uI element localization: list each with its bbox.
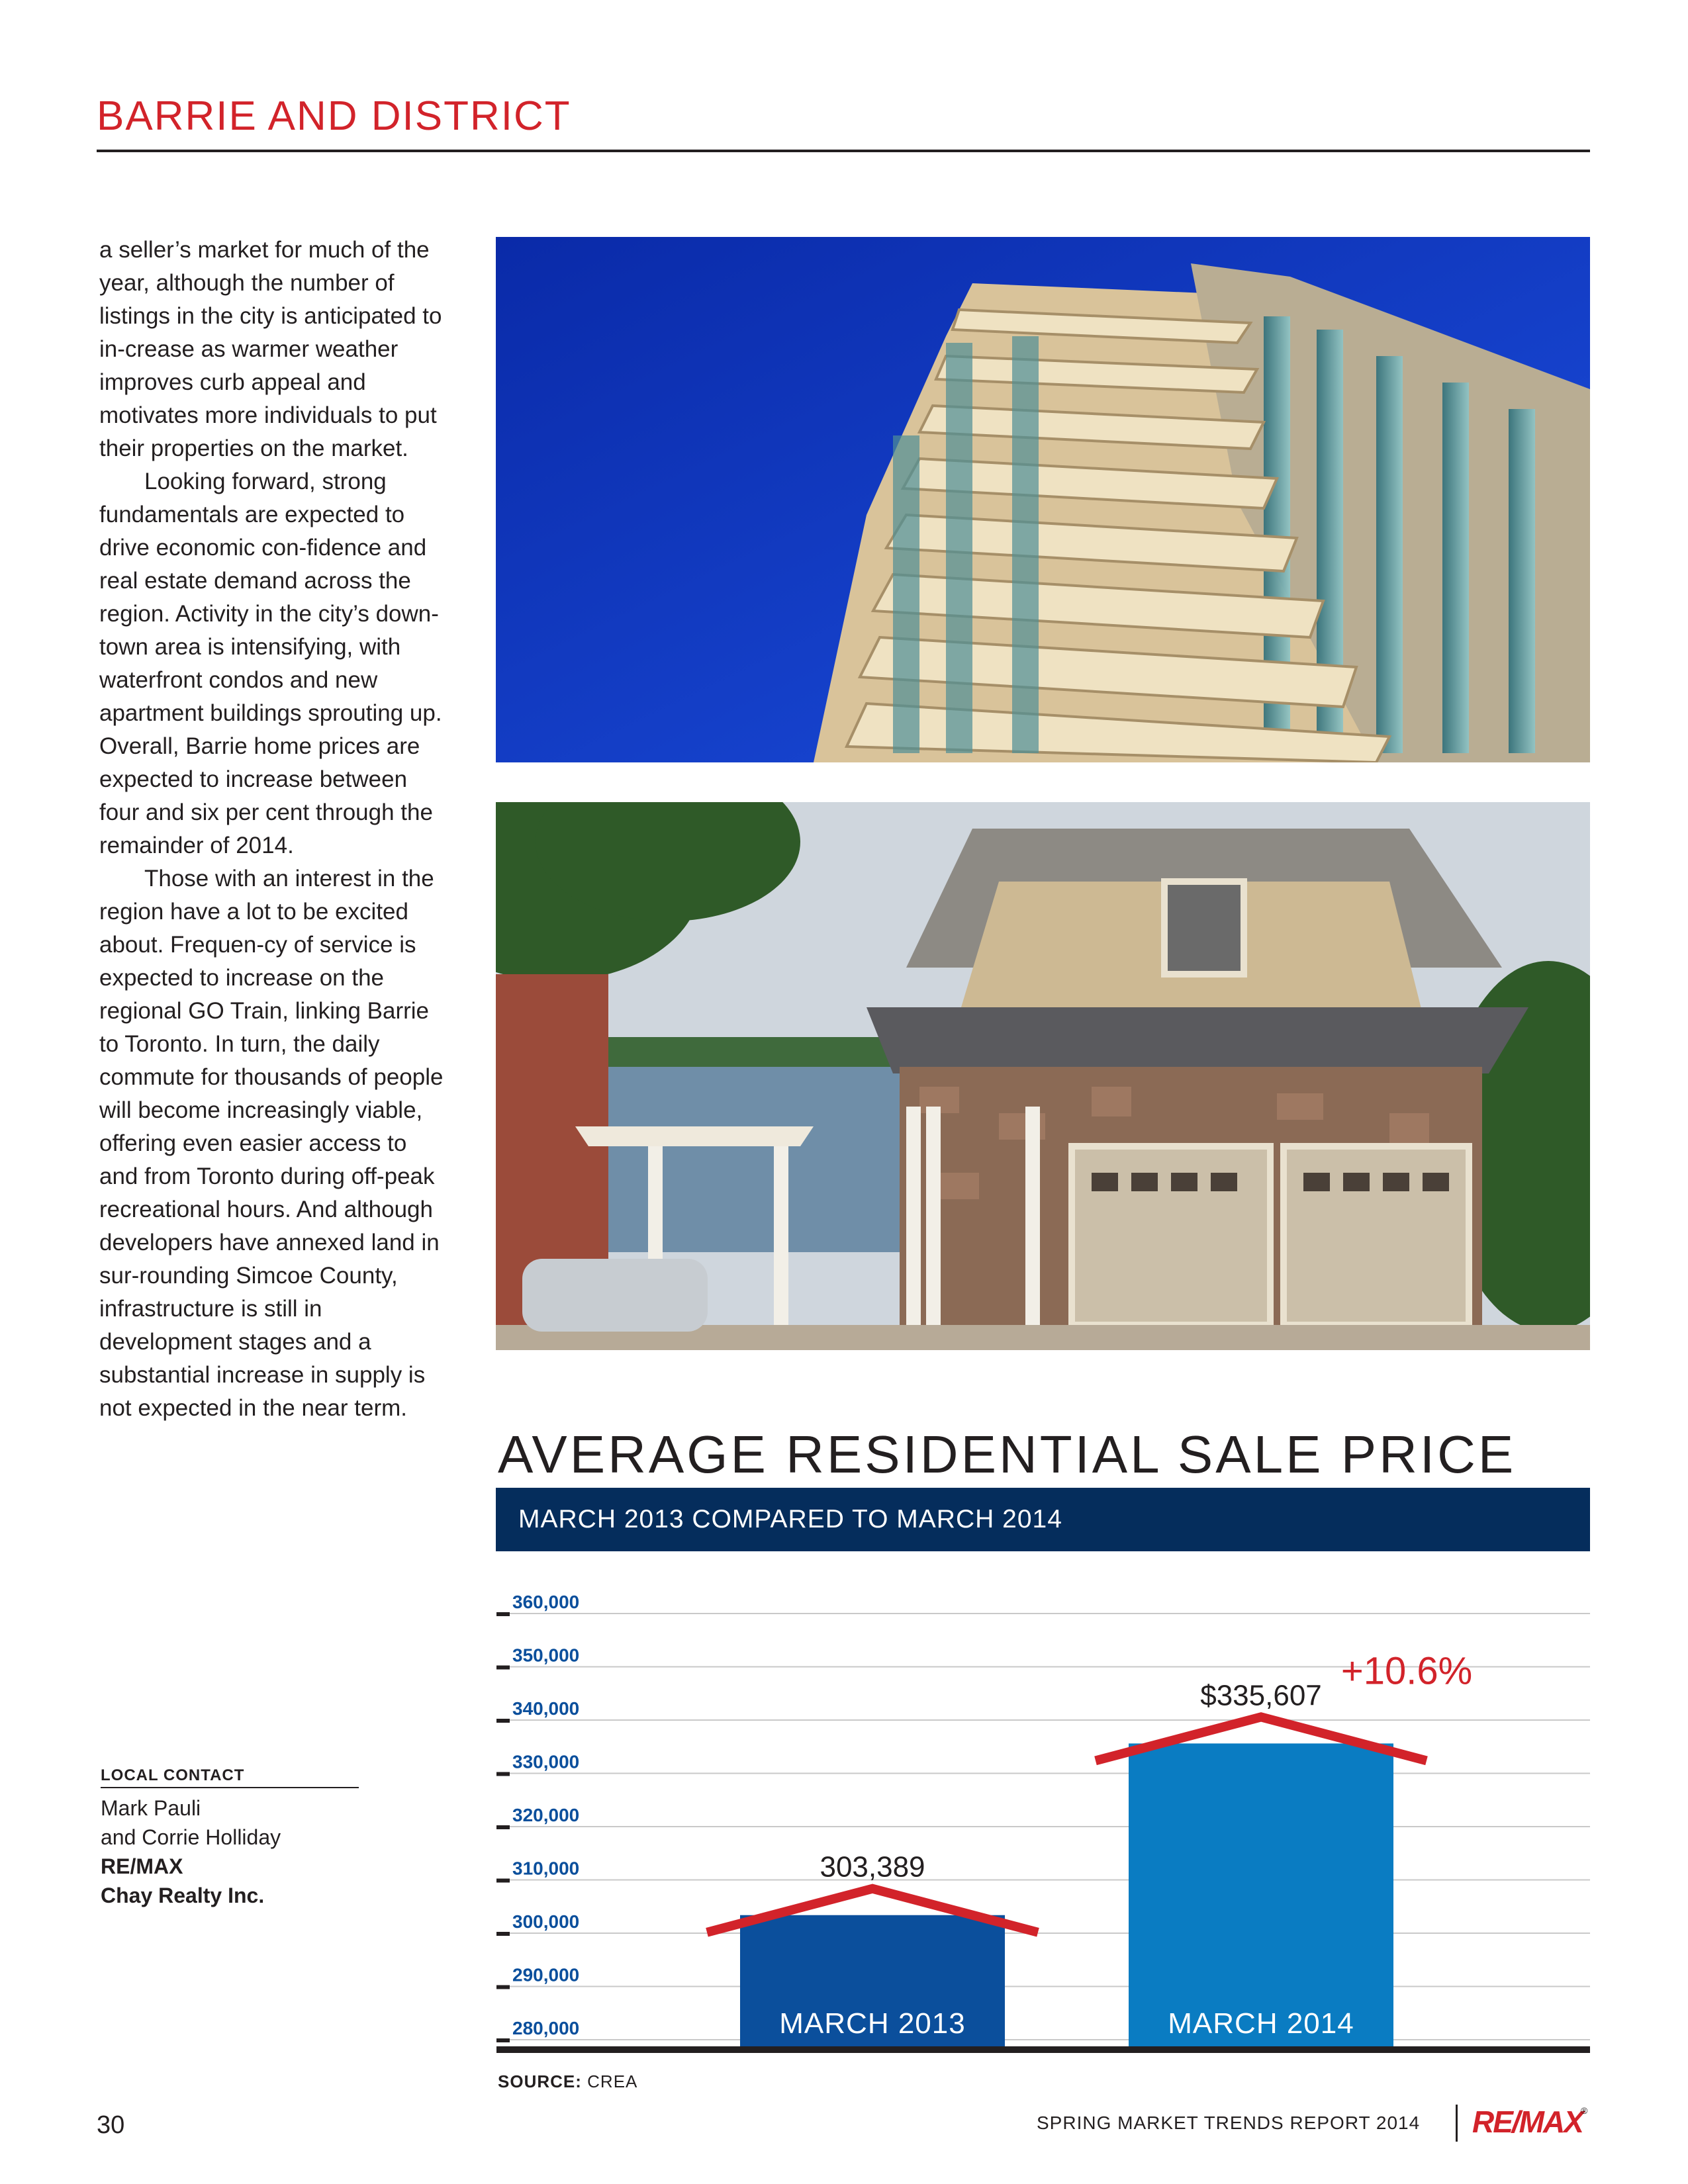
chart-source [498, 2071, 637, 2092]
source-value: CREA [587, 2071, 638, 2091]
paragraph-1: a seller’s market for much of the year, although the number of listings in the city is anticipated to in-crease as warmer weather improves curb appeal and motivates more individuals to put their properties on the market. [99, 237, 442, 461]
tick-mark [496, 1719, 510, 1723]
tick-mark [496, 1879, 510, 1883]
y-tick-label: 330,000 [512, 1751, 580, 1772]
logo-text: RE/MAX [1472, 2105, 1583, 2139]
tick-mark [496, 1825, 510, 1829]
chart-subtitle-banner [496, 1488, 1590, 1551]
contact-name-1: Mark Pauli [101, 1796, 201, 1820]
bar-2014 [1129, 1743, 1393, 2046]
bar-value-label: $335,607 [1200, 1679, 1322, 1712]
y-tick-label: 350,000 [512, 1645, 580, 1666]
tick-mark [496, 1932, 510, 1936]
y-tick-label: 300,000 [512, 1911, 580, 1932]
sale-price-chart [490, 1575, 1595, 2062]
chart-title: AVERAGE RESIDENTIAL SALE PRICE [498, 1425, 1517, 1484]
local-contact [101, 1766, 365, 1910]
tick-mark [496, 1772, 510, 1776]
paragraph-3: Those with an interest in the region have a lot to be excited about. Frequen-cy of service is expected to increase on the regional GO Train, linking Barrie to Toronto. In turn, the daily commute for thousands of people will become increasingly viable, offering even easier access to and from Toronto during off-peak recreational hours. And although developers have annexed land in sur-rounding Simcoe County, infrastructure is still in development stages and a substantial increase in supply is not expected in the near term. [99, 866, 444, 1421]
logo-registered: ® [1581, 2105, 1588, 2116]
y-tick-label: 340,000 [512, 1698, 580, 1719]
category-label: MARCH 2013 [779, 2007, 966, 2040]
chart-subtitle: MARCH 2013 COMPARED TO MARCH 2014 [518, 1505, 1062, 1533]
y-tick-label: 310,000 [512, 1858, 580, 1879]
footer-divider [1456, 2105, 1458, 2142]
contact-company-2: Chay Realty Inc. [101, 1884, 265, 1907]
article-body [99, 234, 444, 1425]
bar-value-label: 303,389 [820, 1850, 925, 1884]
y-tick-label: 290,000 [512, 1964, 580, 1985]
change-annotation: +10.6% [1340, 1649, 1473, 1693]
local-contact-label: LOCAL CONTACT [101, 1766, 359, 1788]
x-axis-baseline [496, 2046, 1590, 2053]
remax-logo-mark [1471, 2102, 1590, 2142]
section-title: BARRIE AND DISTRICT [97, 93, 571, 139]
title-rule [97, 150, 1590, 152]
y-tick-label: 320,000 [512, 1805, 580, 1825]
tick-mark [496, 2038, 510, 2042]
tick-mark [496, 1666, 510, 1670]
chart-svg [490, 1575, 1595, 2058]
paragraph-2: Looking forward, strong fundamentals are expected to drive economic con-fidence and real estate demand across the region. Activity in the city’s down-town area is intensifying, with waterfront condos and new apartment buildings sprouting up. Overall, Barrie home prices are expected to increase between four and six per cent through the remainder of 2014. [99, 469, 442, 858]
contact-company-1: RE/MAX [101, 1854, 183, 1878]
y-tick-label: 280,000 [512, 2018, 580, 2038]
remax-logo [1471, 2102, 1590, 2145]
contact-name-2: and Corrie Holliday [101, 1825, 281, 1849]
condo-tower-photo [496, 237, 1590, 762]
lakeside-house-photo [496, 802, 1590, 1350]
source-label: SOURCE: [498, 2071, 582, 2091]
tick-mark [496, 1985, 510, 1989]
y-tick-label: 360,000 [512, 1592, 580, 1612]
page-number: 30 [97, 2111, 125, 2139]
tick-mark [496, 1612, 510, 1616]
report-name: SPRING MARKET TRENDS REPORT 2014 [1037, 2113, 1421, 2133]
category-label: MARCH 2014 [1168, 2007, 1354, 2040]
